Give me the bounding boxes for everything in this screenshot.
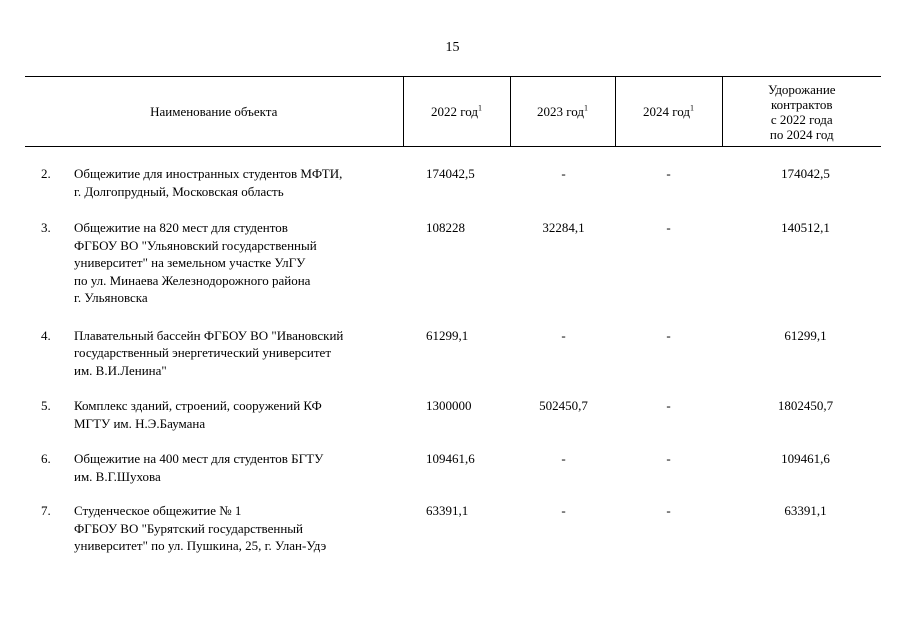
object-name-line: Общежитие на 820 мест для студентов bbox=[74, 220, 288, 235]
object-name-line: по ул. Минаева Железнодорожного района bbox=[74, 272, 311, 288]
value-increase: 140512,1 bbox=[781, 220, 830, 235]
object-name-cell bbox=[25, 502, 403, 555]
value-2023: - bbox=[561, 166, 566, 181]
object-name-line: им. В.И.Ленина" bbox=[74, 362, 167, 378]
value-2024: - bbox=[666, 220, 671, 235]
object-name-line: Плавательный бассейн ФГБОУ ВО "Ивановский bbox=[74, 327, 344, 343]
object-name-line: ФГБОУ ВО "Бурятский государственный bbox=[74, 520, 303, 536]
row-number: 6. bbox=[41, 451, 51, 466]
header-increase: Удорожание контрактов с 2022 года по 2024 год bbox=[722, 77, 881, 147]
object-name-line: г. Долгопрудный, Московская область bbox=[74, 183, 284, 199]
value-increase: 61299,1 bbox=[784, 327, 827, 343]
footnote-mark: 1 bbox=[584, 103, 588, 113]
object-name-line: Комплекс зданий, строений, сооружений КФ bbox=[74, 398, 322, 413]
value-2024: - bbox=[666, 451, 671, 466]
value-increase: 1802450,7 bbox=[777, 398, 834, 413]
page-number: 15 bbox=[445, 40, 460, 55]
value-2023: - bbox=[561, 451, 566, 466]
object-name-cell bbox=[25, 219, 403, 307]
row-number: 3. bbox=[41, 220, 51, 235]
value-2023: - bbox=[561, 503, 566, 518]
table-row bbox=[25, 397, 881, 432]
object-name-line: Общежитие для иностранных студентов МФТИ, bbox=[74, 166, 343, 181]
objects-table bbox=[25, 76, 881, 555]
value-increase: 63391,1 bbox=[784, 503, 827, 518]
header-2022: 2022 год$^1$ bbox=[403, 77, 510, 147]
object-name-cell bbox=[25, 327, 403, 380]
row-number: 7. bbox=[41, 503, 51, 518]
row-number: 5. bbox=[41, 398, 51, 413]
table-row bbox=[25, 450, 881, 485]
value-2022: 61299,1 bbox=[426, 327, 469, 343]
object-name-line: г. Ульяновска bbox=[74, 290, 148, 305]
value-increase: 109461,6 bbox=[781, 451, 830, 466]
value-2023: 32284,1 bbox=[542, 220, 585, 235]
value-2022: 1300000 bbox=[426, 398, 472, 413]
object-name-cell bbox=[25, 165, 403, 200]
value-2023: - bbox=[561, 327, 566, 343]
object-name-line: ФГБОУ ВО "Ульяновский государственный bbox=[74, 237, 317, 253]
object-name-line: университет" по ул. Пушкина, 25, г. Улан-Удэ bbox=[74, 538, 327, 553]
object-name-line: им. В.Г.Шухова bbox=[74, 468, 161, 484]
value-increase: 174042,5 bbox=[781, 166, 830, 181]
footnote-mark: 1 bbox=[478, 103, 482, 113]
header-2023: 2023 год$^1$ bbox=[510, 77, 615, 147]
table-row bbox=[25, 219, 881, 307]
value-2022: 109461,6 bbox=[426, 451, 475, 466]
object-name-line: Общежитие на 400 мест для студентов БГТУ bbox=[74, 451, 324, 466]
table-row bbox=[25, 165, 881, 200]
header-name: Наименование объекта bbox=[25, 77, 403, 147]
table-row bbox=[25, 327, 881, 380]
table-row bbox=[25, 502, 881, 555]
object-name-line: Студенческое общежитие № 1 bbox=[74, 503, 242, 518]
object-name-line: МГТУ им. Н.Э.Баумана bbox=[74, 415, 206, 431]
value-2022: 174042,5 bbox=[426, 166, 475, 181]
row-number: 2. bbox=[41, 166, 51, 181]
value-2022: 108228 bbox=[426, 220, 465, 235]
header-2024: 2024 год$^1$ bbox=[615, 77, 722, 147]
row-number: 4. bbox=[41, 327, 51, 343]
table-header-row bbox=[25, 77, 881, 147]
object-name-cell bbox=[25, 397, 403, 432]
table-body bbox=[25, 147, 881, 555]
value-2024: - bbox=[666, 327, 671, 343]
value-2022: 63391,1 bbox=[426, 503, 469, 518]
footnote-mark: 1 bbox=[690, 103, 694, 113]
object-name-line: государственный энергетический университет bbox=[74, 345, 331, 360]
value-2024: - bbox=[666, 503, 671, 518]
value-2024: - bbox=[666, 166, 671, 181]
object-name-line: университет" на земельном участке УлГУ bbox=[74, 255, 306, 270]
object-name-cell bbox=[25, 450, 403, 485]
value-2023: 502450,7 bbox=[539, 398, 588, 413]
value-2024: - bbox=[666, 398, 671, 413]
